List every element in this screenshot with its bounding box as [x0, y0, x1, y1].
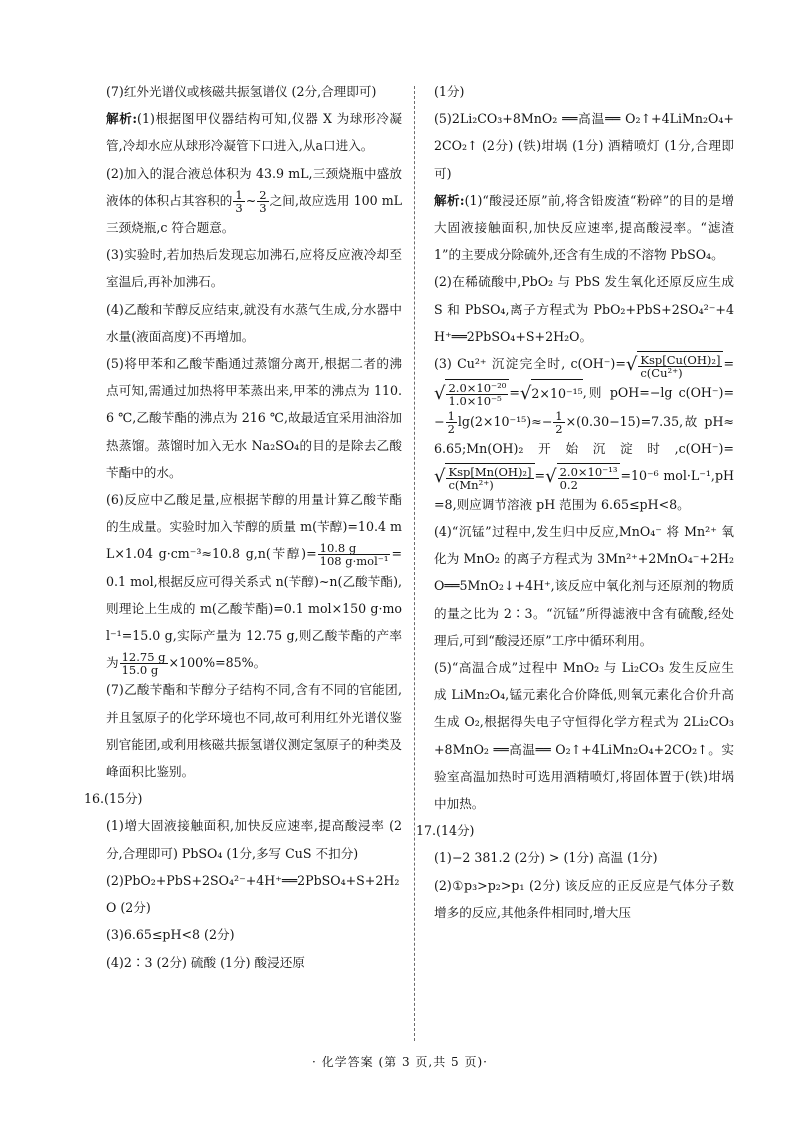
analysis-15-6-text-c: ×100%=85%。	[168, 655, 267, 671]
sqrt-ksp-mn	[434, 462, 535, 491]
radical-sign: √	[625, 354, 638, 376]
analysis-15-2-text-a: (2)加入的混合液总体积为 43.9 mL,三颈烧瓶中盛放液体的体积占其容积的	[106, 165, 402, 208]
answer-16-4: (4)2∶3 (2分) 硫酸 (1分) 酸浸还原	[106, 954, 305, 970]
fraction-denominator: 3	[259, 200, 267, 215]
answer-16-3: (3)6.65≤pH<8 (2分)	[106, 927, 235, 943]
radical-sign: √	[434, 382, 446, 404]
radical-sign: √	[519, 382, 532, 404]
fraction-denominator: c(Mn²⁺)	[448, 477, 494, 492]
answer-16-1: (1)增大固液接触面积,加快反应速率,提高酸浸率 (2分,合理即可) PbSO₄ (1分,多写 CuS 不扣分)	[106, 818, 402, 861]
fraction-denominator: c(Cu²⁺)	[640, 365, 683, 380]
fraction-numerator: 12.75 g	[121, 650, 166, 665]
analysis-16-5: (5)“高温合成”过程中 MnO₂ 与 Li₂CO₃ 发生反应生成 LiMn₂O₄,锰元素化合价降低,则氧元素化合价升高生成 O₂,根据得失电子守恒得化学方程式为 2Li₂CO₃+8MnO₂ ══高温══ O₂↑+4LiMn₂O₄+2CO₂↑。实验室高温加热时可选用酒精喷灯,将固体置于(铁)坩埚中加热。	[434, 660, 734, 812]
fraction-denominator: 1.0×10⁻⁵	[448, 394, 502, 409]
analysis-16-3	[434, 350, 734, 518]
sqrt-body	[637, 351, 723, 379]
fraction-denominator: 108 g·mol⁻¹	[319, 554, 389, 569]
analysis-15-6	[106, 486, 402, 676]
fraction-numerator: 2.0×10⁻²⁰	[448, 381, 507, 396]
analysis-16-3-text-a: (3) Cu²⁺ 沉淀完全时, c(OH⁻)=	[434, 356, 626, 372]
fraction-numerator: 2	[259, 187, 267, 202]
analysis-label: 解析:	[106, 111, 138, 127]
analysis-16-1	[434, 187, 734, 269]
analysis-15-1-text: (1)根据图甲仪器结构可知,仪器 X 为球形冷凝管,冷却水应从球形冷凝管下口进入,从a口进入。	[106, 111, 402, 154]
sqrt-ksp-cu	[626, 350, 724, 379]
sqrt-body	[445, 379, 509, 407]
fraction-numerator: 1	[235, 187, 243, 202]
fraction-numerator: 1	[447, 408, 455, 423]
fraction-one-half-2	[553, 410, 564, 435]
sqrt-result-cu	[520, 379, 583, 408]
answer-16-4-score: (1分)	[434, 84, 465, 99]
page-footer: · 化学答案 (第 3 页,共 5 页)·	[312, 1055, 488, 1069]
fraction-values-mn	[558, 466, 620, 491]
fraction-yield	[120, 651, 168, 676]
range-separator: ~	[245, 192, 257, 208]
radical-sign: √	[434, 466, 446, 488]
fraction-ksp-cu	[638, 354, 722, 379]
equals-sign: =	[534, 468, 546, 484]
analysis-15-7: (7)乙酸苄酯和苄醇分子结构不同,含有不同的官能团,并且氢原子的化学环境也不同,故可利用红外光谱仪鉴别官能团,或利用核磁共振氢谱仪测定氢原子的种类及峰面积比鉴别。	[106, 682, 402, 780]
sqrt-body	[445, 463, 534, 491]
sqrt-values-mn	[545, 462, 620, 491]
analysis-16-3-text-b: ,则 pOH=−lg c(OH⁻)=−	[434, 384, 734, 429]
analysis-15-1	[106, 105, 402, 159]
fraction-numerator: 10.8 g	[318, 542, 391, 555]
equals-sign: =	[723, 356, 734, 372]
fraction-numerator: Ksp[Mn(OH)₂]	[448, 464, 532, 479]
analysis-15-4: (4)乙酸和苄醇反应结束,就没有水蒸气生成,分水器中水量(液面高度)不再增加。	[106, 301, 402, 344]
fraction-numerator: 1	[555, 408, 563, 423]
analysis-16-1-text: (1)“酸浸还原”前,将含铅废渣“粉碎”的目的是增大固液接触面积,加快反应速率,提高酸浸率。“滤渣 1”的主要成分除硫外,还含有生成的不溶物 PbSO₄。	[434, 192, 734, 263]
analysis-label: 解析:	[434, 192, 465, 208]
question-17-heading: 17.(14分)	[416, 823, 475, 839]
analysis-15-3: (3)实验时,若加热后发现忘加沸石,应将反应液冷却至室温后,再补加沸石。	[106, 247, 402, 290]
analysis-15-6-text-a: (6)反应中乙酸足量,应根据苄醇的用量计算乙酸苄酯的生成量。实验时加入苄醇的质量 m(苄醇)=10.4 mL×1.04 g·cm⁻³≈10.8 g,n(苄醇)=	[106, 492, 402, 562]
analysis-16-3-text-c: lg(2×10⁻¹⁵)≈−	[457, 413, 553, 429]
right-column	[416, 78, 734, 926]
fraction-one-third	[233, 189, 244, 214]
answer-16-2: (2)PbO₂+PbS+2SO₄²⁻+4H⁺══2PbSO₄+S+2H₂O (2分)	[106, 872, 400, 916]
fraction-one-half	[446, 410, 457, 435]
fraction-two-thirds	[257, 189, 268, 214]
fraction-values-cu	[446, 382, 508, 407]
sqrt-body	[557, 463, 621, 491]
column-divider	[414, 86, 415, 1041]
sqrt-values-cu	[434, 379, 509, 408]
sqrt-body: 2×10⁻¹⁵	[531, 379, 582, 407]
analysis-16-3-text-e: =10⁻⁶ mol·L⁻¹,pH=8,则应调节溶液 pH 范围为 6.65≤pH<8。	[434, 468, 734, 512]
question-16-heading: 16.(15分)	[84, 791, 143, 807]
fraction-denominator: 0.2	[559, 477, 578, 492]
fraction-denominator: 2	[447, 421, 455, 436]
answer-17-1: (1)−2 381.2 (2分) > (1分) 高温 (1分)	[434, 850, 658, 866]
fraction-benzyl-moles	[318, 542, 391, 567]
fraction-denominator: 2	[555, 421, 563, 436]
left-column	[84, 78, 403, 976]
fraction-denominator: 15.0 g	[121, 663, 159, 678]
analysis-15-2-text-b: 之间,故应选用 100 mL 三颈烧瓶,c 符合题意。	[106, 192, 403, 236]
fraction-ksp-mn	[446, 466, 533, 491]
equals-sign: =	[509, 384, 520, 400]
analysis-15-2	[106, 160, 402, 242]
fraction-numerator: 2.0×10⁻¹³	[559, 464, 618, 479]
analysis-16-3-text-d: ×(0.30−15)=7.35,故 pH≈6.65;Mn(OH)₂开始沉淀时,c(OH⁻)=	[434, 413, 734, 456]
answer-17-2: (2)①p₃>p₂>p₁ (2分) 该反应的正反应是气体分子数增多的反应,其他条件相同时,增大压	[434, 877, 734, 920]
answer-16-5: (5)2Li₂CO₃+8MnO₂ ══高温══ O₂↑+4LiMn₂O₄+2CO₂↑ (2分) (铁)坩埚 (1分) 酒精喷灯 (1分,合理即可)	[434, 111, 734, 181]
analysis-16-4: (4)“沉锰”过程中,发生归中反应,MnO₄⁻ 将 Mn²⁺ 氧化为 MnO₂ 的离子方程式为 3Mn²⁺+2MnO₄⁻+2H₂O══5MnO₂↓+4H⁺,该反应中氧化剂与还原剂的物质的量之比为 2∶3。“沉锰”所得滤液中含有硫酸,经处理后,可到“酸浸还原”工序中循环利用。	[434, 524, 734, 648]
answer-15-7: (7)红外光谱仪或核磁共振氢谱仪 (2分,合理即可)	[106, 84, 377, 99]
radical-sign: √	[545, 466, 557, 488]
analysis-16-2: (2)在稀硫酸中,PbO₂ 与 PbS 发生氧化还原反应生成 S 和 PbSO₄,离子方程式为 PbO₂+PbS+2SO₄²⁻+4H⁺══2PbSO₄+S+2H₂O。	[434, 274, 734, 344]
fraction-denominator: 3	[235, 200, 243, 215]
fraction-numerator: Ksp[Cu(OH)₂]	[640, 352, 721, 367]
analysis-15-6-text-b: =0.1 mol,根据反应可得关系式 n(苄醇)~n(乙酸苄酯),则理论上生成的 m(乙酸苄酯)=0.1 mol×150 g·mol⁻¹=15.0 g,实际产量为 12.75 g,则乙酸苄酯的产率为	[106, 546, 402, 671]
analysis-15-5: (5)将甲苯和乙酸苄酯通过蒸馏分离开,根据二者的沸点可知,需通过加热将甲苯蒸出来,甲苯的沸点为 110.6 ℃,乙酸苄酯的沸点为 216 ℃,故最适宜采用油浴加热蒸馏。蒸馏时加入无水 Na₂SO₄的目的是除去乙酸苄酯中的水。	[106, 356, 402, 480]
